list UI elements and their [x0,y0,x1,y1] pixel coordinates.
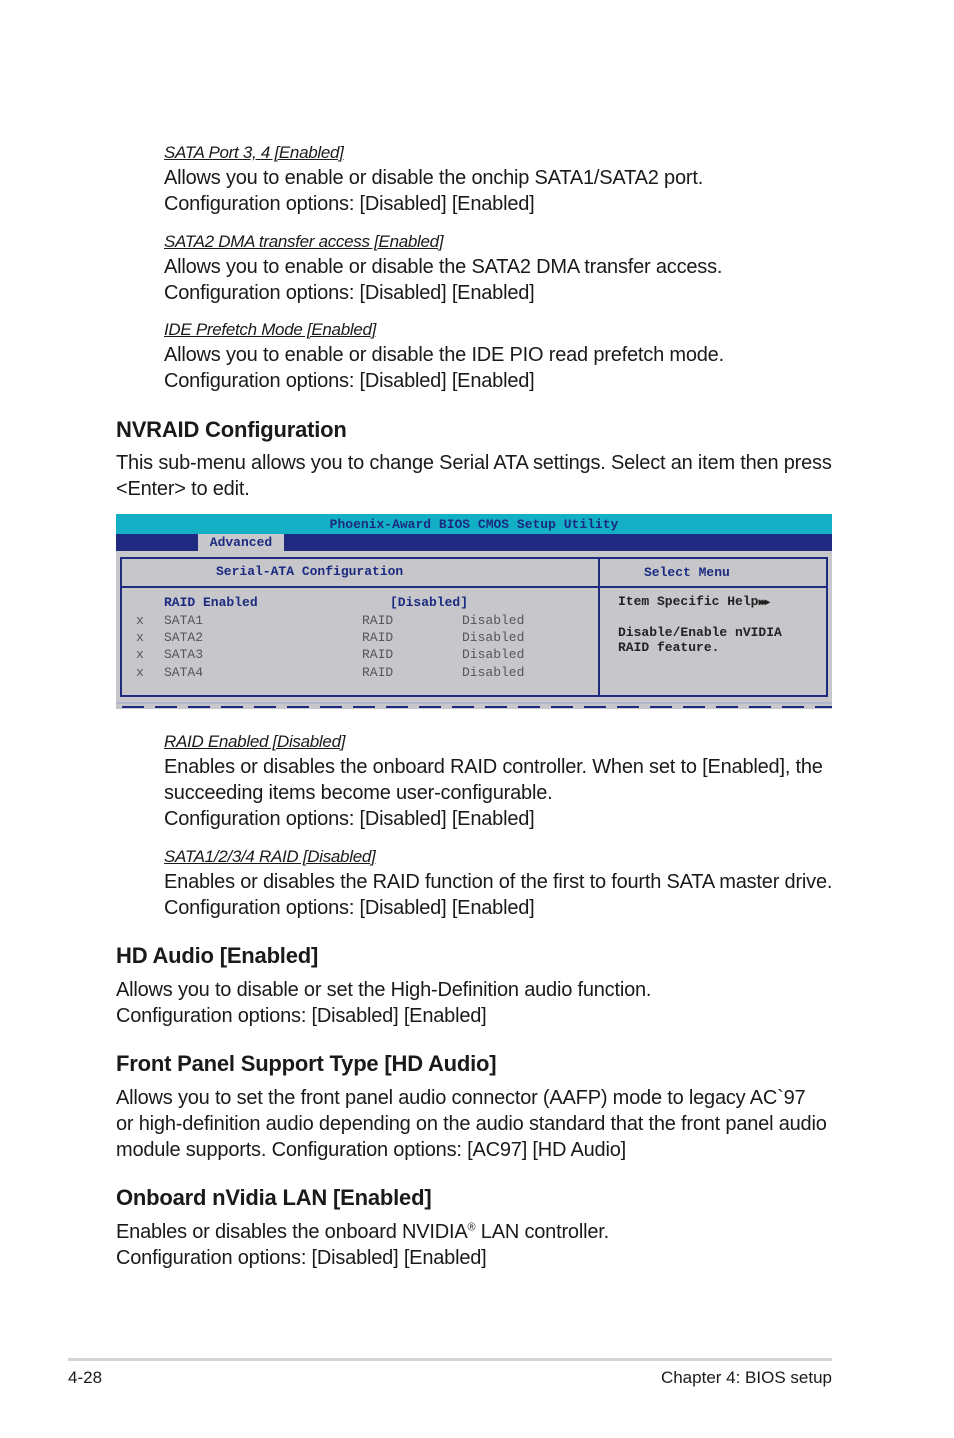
nvraid-desc-line1: This sub-menu allows you to change Serial ATA settings. Select an item then press [116,452,832,474]
bios-horizontal-divider [122,586,826,588]
help-line2: RAID feature. [618,640,720,655]
bios-screen [116,514,832,708]
help-line1: Disable/Enable nVIDIA [618,625,782,640]
row-sata3-name: SATA3 [164,647,204,662]
raid-enabled-desc1: Enables or disables the onboard RAID controller. When set to [Enabled], the [164,756,823,778]
ide-prefetch-desc: Allows you to enable or disable the IDE PIO read prefetch mode. [164,344,724,366]
sata-port-34-desc: Allows you to enable or disable the onchip SATA1/SATA2 port. [164,167,704,189]
registered-mark: ® [467,1221,476,1234]
row-mark: x [136,647,144,662]
front-panel-desc2: or high-definition audio depending on the audio standard that the front panel audio [116,1113,827,1135]
help-header-text: Item Specific Help [618,594,759,609]
bios-vertical-divider [598,559,600,695]
row-sata2-type: RAID [362,630,394,645]
row-mark: x [136,613,144,628]
page-number: 4-28 [68,1368,103,1387]
raid-enabled-label[interactable]: RAID Enabled [164,595,258,610]
raid-enabled-title: RAID Enabled [Disabled] [164,732,346,751]
row-sata2-value: Disabled [462,630,525,645]
raid-enabled-options: Configuration options: [Disabled] [Enabled] [164,808,535,830]
raid-enabled-value[interactable]: [Disabled] [390,595,469,610]
sata2-dma-desc: Allows you to enable or disable the SATA2 DMA transfer access. [164,256,723,278]
footer-rule [68,1358,832,1361]
sata-raid-options: Configuration options: [Disabled] [Enabled] [164,897,535,919]
nvidia-lan-options: Configuration options: [Disabled] [Enabled] [116,1247,487,1269]
front-panel-desc1: Allows you to set the front panel audio connector (AAFP) mode to legacy AC`97 [116,1087,806,1109]
sata-port-34-title: SATA Port 3, 4 [Enabled] [164,143,344,162]
row-mark: x [136,630,144,645]
nvraid-heading: NVRAID Configuration [116,417,347,442]
nvidia-lan-desc-post: LAN controller. [475,1221,609,1243]
sata2-dma-options: Configuration options: [Disabled] [Enabled] [164,282,535,304]
help-header [618,593,768,612]
row-mark: x [136,665,144,680]
row-sata1-type: RAID [362,613,394,628]
bios-help-title: Select Menu [644,565,730,580]
row-sata4-value: Disabled [462,665,525,680]
bios-main-area [116,551,832,709]
row-sata2-name: SATA2 [164,630,204,645]
bios-menu-bar [116,534,832,551]
row-sata4-type: RAID [362,665,394,680]
ide-prefetch-options: Configuration options: [Disabled] [Enabled] [164,370,535,392]
nvidia-lan-desc [116,1219,609,1245]
hd-audio-options: Configuration options: [Disabled] [Enabled] [116,1005,487,1027]
nvidia-lan-heading: Onboard nVidia LAN [Enabled] [116,1185,432,1210]
sata-raid-title: SATA1/2/3/4 RAID [Disabled] [164,847,376,866]
triple-arrow-icon: ▶▶▶ [758,598,768,609]
sata-raid-desc: Enables or disables the RAID function of the first to fourth SATA master drive. [164,871,833,893]
row-sata3-type: RAID [362,647,394,662]
row-sata1-name: SATA1 [164,613,204,628]
front-panel-heading: Front Panel Support Type [HD Audio] [116,1051,497,1076]
hd-audio-desc: Allows you to disable or set the High-Definition audio function. [116,979,652,1001]
bios-panel-title: Serial-ATA Configuration [216,564,404,579]
raid-enabled-desc2: succeeding items become user-configurable. [164,782,553,804]
bios-bottom-dashes [116,702,832,710]
bios-title-bar: Phoenix-Award BIOS CMOS Setup Utility [116,514,832,534]
nvidia-lan-desc-pre: Enables or disables the onboard NVIDIA [116,1221,468,1243]
bios-frame [120,557,828,697]
chapter-label: Chapter 4: BIOS setup [660,1368,832,1387]
sata-port-34-options: Configuration options: [Disabled] [Enabled] [164,193,535,215]
row-sata4-name: SATA4 [164,665,204,680]
nvraid-desc-line2: <Enter> to edit. [116,478,250,500]
sata2-dma-title: SATA2 DMA transfer access [Enabled] [164,232,444,251]
hd-audio-heading: HD Audio [Enabled] [116,943,319,968]
tab-advanced[interactable]: Advanced [198,534,284,551]
row-sata3-value: Disabled [462,647,525,662]
row-sata1-value: Disabled [462,613,525,628]
ide-prefetch-title: IDE Prefetch Mode [Enabled] [164,320,377,339]
front-panel-desc3: module supports. Configuration options: [AC97] [HD Audio] [116,1139,627,1161]
